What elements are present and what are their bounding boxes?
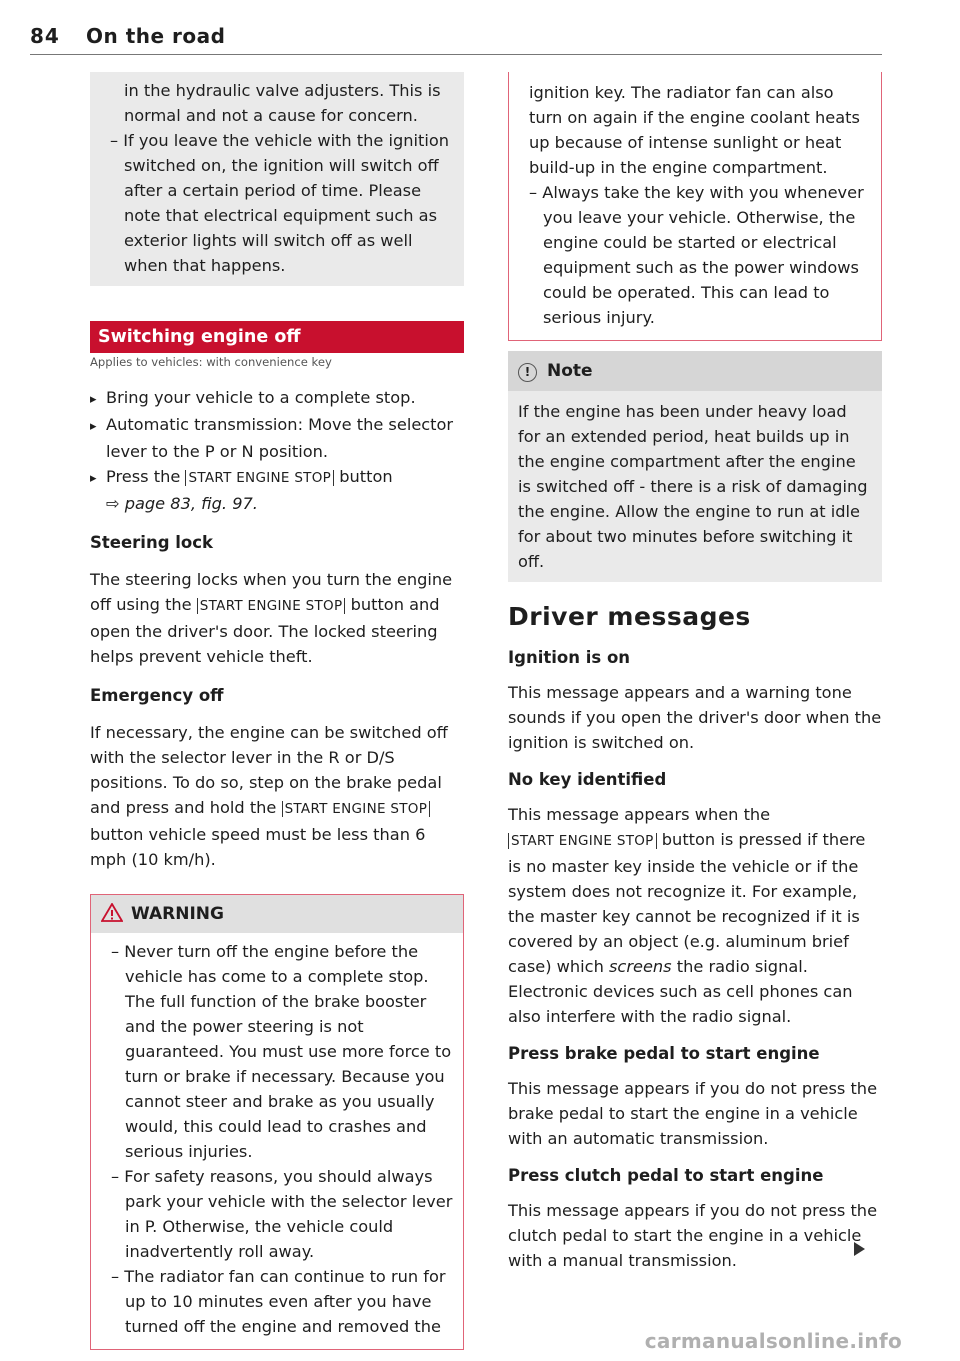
text: button is pressed if there is no master key inside the vehicle or if the system does not recognize it. For example, the master key cannot be recognized if it is covered by an object (e.g. aluminum brief case) which <box>508 830 866 976</box>
right-column <box>508 72 882 1273</box>
brake-pedal-heading: Press brake pedal to start engine <box>508 1044 820 1063</box>
note-body <box>508 391 882 582</box>
note-text: If the engine has been under heavy load for an extended period, heat builds up in the engine compartment after the engine is switched off - there is a risk of damaging the engine. Allow the engine to run at idle for about two minutes before switching it off. <box>518 402 868 571</box>
warning-body <box>91 933 463 1349</box>
continued-info-box <box>90 72 464 286</box>
no-key-text <box>508 802 882 1029</box>
page-reference: ⇨ page 83, fig. 97. <box>106 494 258 513</box>
warning-item: – The radiator fan can continue to run for up to 10 minutes even after you have turned off the engine and removed the <box>111 1267 446 1336</box>
step-selector: ▸ Automatic transmission: Move the selector lever to the P or N position. <box>90 412 464 464</box>
ignition-on-text: This message appears and a warning tone sounds if you open the driver's door when the ignition is switched on. <box>508 683 882 752</box>
warning-box-continued <box>508 72 882 341</box>
text: button and open the driver's door. The locked steering helps prevent vehicle theft. <box>90 595 440 666</box>
note-box <box>508 351 882 582</box>
continue-arrow-icon <box>854 1242 865 1256</box>
page-number: 84 <box>30 24 60 48</box>
start-engine-stop-label: START ENGINE STOP <box>197 598 346 614</box>
warning-triangle-icon <box>101 903 123 922</box>
text-italic: screens <box>609 957 672 976</box>
start-engine-stop-label: START ENGINE STOP <box>508 833 657 849</box>
left-column <box>90 72 464 1350</box>
page-header <box>30 24 882 55</box>
start-engine-stop-label: START ENGINE STOP <box>282 801 431 817</box>
text: If necessary, the engine can be switched off with the selector lever in the R or D/S positions. To do so, step on the brake pedal and press and hold the <box>90 723 448 817</box>
note-header <box>508 351 882 391</box>
warning-title: WARNING <box>131 904 224 924</box>
warning-item: – Always take the key with you whenever you leave your vehicle. Otherwise, the engine could be started or electrical equipment such as the power windows could be operated. This can lead to serious injury. <box>529 183 864 327</box>
text: button vehicle speed must be less than 6 mph (10 km/h). <box>90 825 426 869</box>
step-press-button <box>90 464 464 516</box>
warning-header <box>91 895 463 933</box>
note-exclamation-icon: ! <box>518 363 537 382</box>
watermark: carmanualsonline.info <box>644 1329 902 1353</box>
step-text: Press the <box>106 467 181 486</box>
steps-list <box>90 385 464 516</box>
section-title: On the road <box>86 24 226 48</box>
clutch-pedal-text: This message appears if you do not press the clutch pedal to start the engine in a vehicle with a manual transmission. <box>508 1201 878 1270</box>
step-text: button <box>339 467 393 486</box>
brake-pedal-text: This message appears if you do not press the brake pedal to start the engine in a vehicle with an automatic transmission. <box>508 1079 878 1148</box>
emergency-off-text <box>90 720 464 872</box>
ignition-switch-off-item: – If you leave the vehicle with the ignition switched on, the ignition will switch off after a certain period of time. Please note that electrical equipment such as exterior lights will switch off as well when that happens. <box>110 131 450 275</box>
step-stop: ▸ Bring your vehicle to a complete stop. <box>90 385 464 412</box>
text: the radio signal. Electronic devices such as cell phones can also interfere with the radio signal. <box>508 957 853 1026</box>
warning-item: – Never turn off the engine before the vehicle has come to a complete stop. The full function of the brake booster and the power steering is not guaranteed. You must use more force to turn or brake if necessary. Because you cannot steer and brake as you usually would, this could lead to crashes and serious injuries. <box>111 942 452 1161</box>
warning-item: – For safety reasons, you should always park your vehicle with the selector lever in P. Otherwise, the vehicle could inadvertently roll away. <box>111 1167 453 1261</box>
text: The steering locks when you turn the engine off using the <box>90 570 453 614</box>
continued-text: in the hydraulic valve adjusters. This is normal and not a cause for concern. <box>124 81 441 125</box>
steering-lock-heading: Steering lock <box>90 533 213 552</box>
steering-lock-text <box>90 567 464 669</box>
start-engine-stop-label: START ENGINE STOP <box>185 470 334 486</box>
no-key-heading: No key identified <box>508 770 667 789</box>
emergency-off-heading: Emergency off <box>90 686 224 705</box>
warning-continued-text: ignition key. The radiator fan can also turn on again if the engine coolant heats up because of intense sunlight or heat build-up in the engine compartment. <box>529 83 860 177</box>
note-title: Note <box>547 361 593 381</box>
warning-box <box>90 894 464 1350</box>
ignition-on-heading: Ignition is on <box>508 648 631 667</box>
section-heading-switching-engine-off: Switching engine off <box>90 321 464 353</box>
driver-messages-heading: Driver messages <box>508 602 751 631</box>
applies-to: Applies to vehicles: with convenience key <box>90 355 332 369</box>
text: This message appears when the <box>508 805 771 824</box>
clutch-pedal-heading: Press clutch pedal to start engine <box>508 1166 824 1185</box>
